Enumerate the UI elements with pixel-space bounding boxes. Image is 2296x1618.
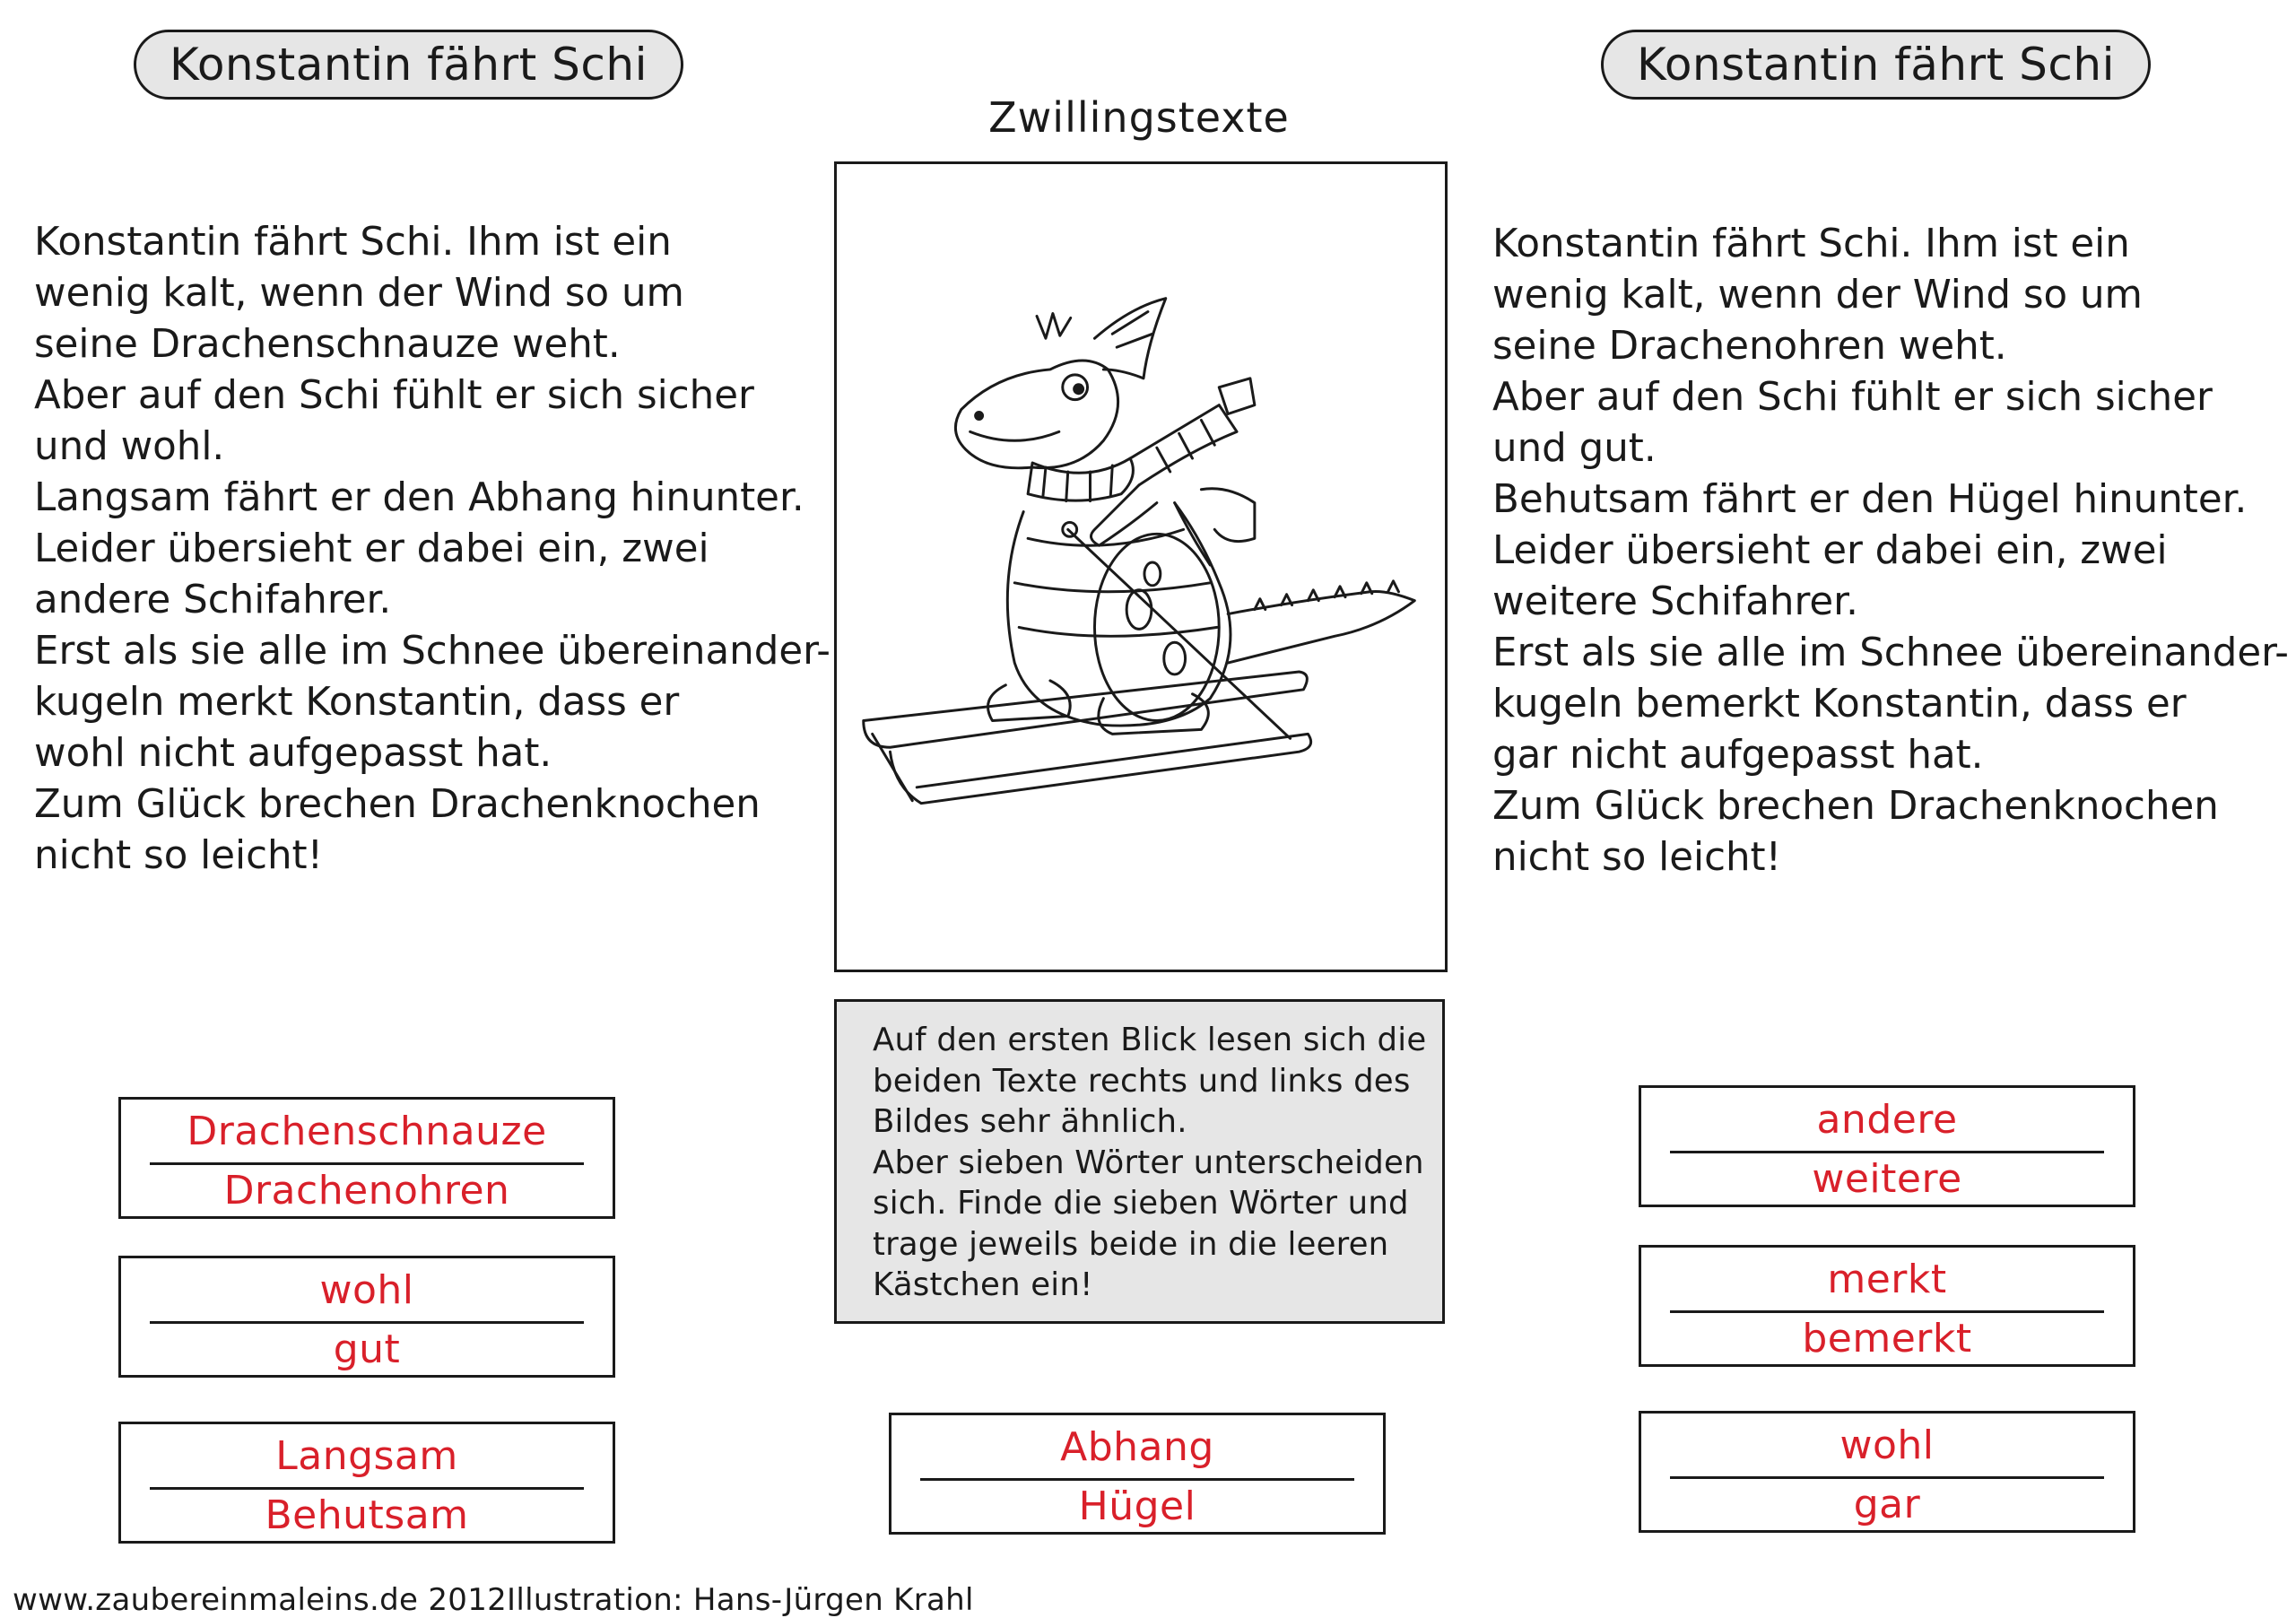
divider-line bbox=[150, 1162, 584, 1165]
text-line: weitere Schifahrer. bbox=[1492, 579, 1858, 624]
instruction-line: beiden Texte rechts und links des bbox=[873, 1062, 1411, 1100]
text-line: wenig kalt, wenn der Wind so um bbox=[1492, 273, 2143, 318]
dragon-skiing-illustration bbox=[837, 164, 1445, 970]
word-changed: gut bbox=[333, 1327, 401, 1372]
divider-line bbox=[1670, 1151, 2104, 1153]
left-text bbox=[34, 217, 831, 882]
word-original: Abhang bbox=[1060, 1424, 1214, 1470]
instruction-line: trage jeweils beide in die leeren bbox=[873, 1225, 1389, 1263]
word-changed: gar bbox=[1853, 1482, 1921, 1527]
word-original: merkt bbox=[1827, 1257, 1947, 1302]
word-original: andere bbox=[1816, 1097, 1958, 1143]
instruction-line: Bildes sehr ähnlich. bbox=[873, 1103, 1187, 1140]
word-changed: Drachenohren bbox=[223, 1168, 510, 1214]
subtitle: Zwillingstexte bbox=[988, 93, 1290, 142]
text-line: und gut. bbox=[1492, 426, 1657, 471]
word-changed: weitere bbox=[1812, 1156, 1962, 1202]
word-changed: bemerkt bbox=[1802, 1316, 1972, 1361]
word-pair-box[interactable] bbox=[1639, 1411, 2135, 1533]
text-line: Aber auf den Schi fühlt er sich sicher bbox=[34, 373, 754, 418]
text-line: Zum Glück brechen Drachenknochen bbox=[34, 782, 761, 827]
text-line: andere Schifahrer. bbox=[34, 578, 392, 622]
footer-website: www.zaubereinmaleins.de 2012 bbox=[13, 1582, 508, 1618]
word-changed: Hügel bbox=[1078, 1483, 1196, 1529]
word-pair-box[interactable] bbox=[1639, 1245, 2135, 1367]
text-line: seine Drachenohren weht. bbox=[1492, 324, 2007, 369]
instruction-line: Kästchen ein! bbox=[873, 1266, 1093, 1303]
text-line: Erst als sie alle im Schnee übereinander- bbox=[1492, 631, 2289, 675]
text-line: Behutsam fährt er den Hügel hinunter. bbox=[1492, 477, 2248, 522]
footer-credit: Illustration: Hans-Jürgen Krahl bbox=[507, 1582, 974, 1618]
word-changed: Behutsam bbox=[265, 1492, 469, 1538]
word-original: Langsam bbox=[275, 1433, 458, 1479]
right-text bbox=[1492, 219, 2289, 883]
instruction-box bbox=[834, 999, 1445, 1324]
text-line: kugeln merkt Konstantin, dass er bbox=[34, 680, 680, 725]
word-pair-box[interactable] bbox=[118, 1097, 615, 1219]
word-pair-box[interactable] bbox=[889, 1413, 1386, 1535]
text-line: und wohl. bbox=[34, 424, 225, 469]
text-line: wohl nicht aufgepasst hat. bbox=[34, 731, 552, 776]
word-original: Drachenschnauze bbox=[187, 1109, 547, 1154]
instruction-line: Aber sieben Wörter unterscheiden bbox=[873, 1144, 1424, 1181]
text-line: Leider übersieht er dabei ein, zwei bbox=[1492, 528, 2168, 573]
text-line: Konstantin fährt Schi. Ihm ist ein bbox=[34, 220, 672, 265]
text-line: Zum Glück brechen Drachenknochen bbox=[1492, 784, 2219, 829]
text-line: Aber auf den Schi fühlt er sich sicher bbox=[1492, 375, 2213, 420]
divider-line bbox=[150, 1487, 584, 1490]
instruction-line: Auf den ersten Blick lesen sich die bbox=[873, 1022, 1427, 1058]
text-line: Konstantin fährt Schi. Ihm ist ein bbox=[1492, 222, 2130, 266]
divider-line bbox=[920, 1478, 1354, 1481]
text-line: gar nicht aufgepasst hat. bbox=[1492, 733, 1984, 778]
text-line: nicht so leicht! bbox=[34, 833, 324, 878]
divider-line bbox=[1670, 1476, 2104, 1479]
text-line: nicht so leicht! bbox=[1492, 835, 1782, 880]
word-original: wohl bbox=[1839, 1422, 1935, 1468]
divider-line bbox=[150, 1321, 584, 1324]
word-pair-box[interactable] bbox=[118, 1256, 615, 1378]
illustration-frame bbox=[834, 161, 1448, 972]
instruction-line: sich. Finde die sieben Wörter und bbox=[873, 1185, 1409, 1222]
word-original: wohl bbox=[319, 1267, 414, 1313]
text-line: kugeln bemerkt Konstantin, dass er bbox=[1492, 682, 2187, 726]
text-line: Erst als sie alle im Schnee übereinander- bbox=[34, 629, 831, 674]
text-line: Langsam fährt er den Abhang hinunter. bbox=[34, 475, 804, 520]
text-line: seine Drachenschnauze weht. bbox=[34, 322, 621, 367]
left-title: Konstantin fährt Schi bbox=[134, 30, 683, 100]
text-line: wenig kalt, wenn der Wind so um bbox=[34, 271, 684, 316]
divider-line bbox=[1670, 1310, 2104, 1313]
text-line: Leider übersieht er dabei ein, zwei bbox=[34, 526, 709, 571]
word-pair-box[interactable] bbox=[1639, 1085, 2135, 1207]
word-pair-box[interactable] bbox=[118, 1422, 615, 1544]
right-title: Konstantin fährt Schi bbox=[1601, 30, 2151, 100]
